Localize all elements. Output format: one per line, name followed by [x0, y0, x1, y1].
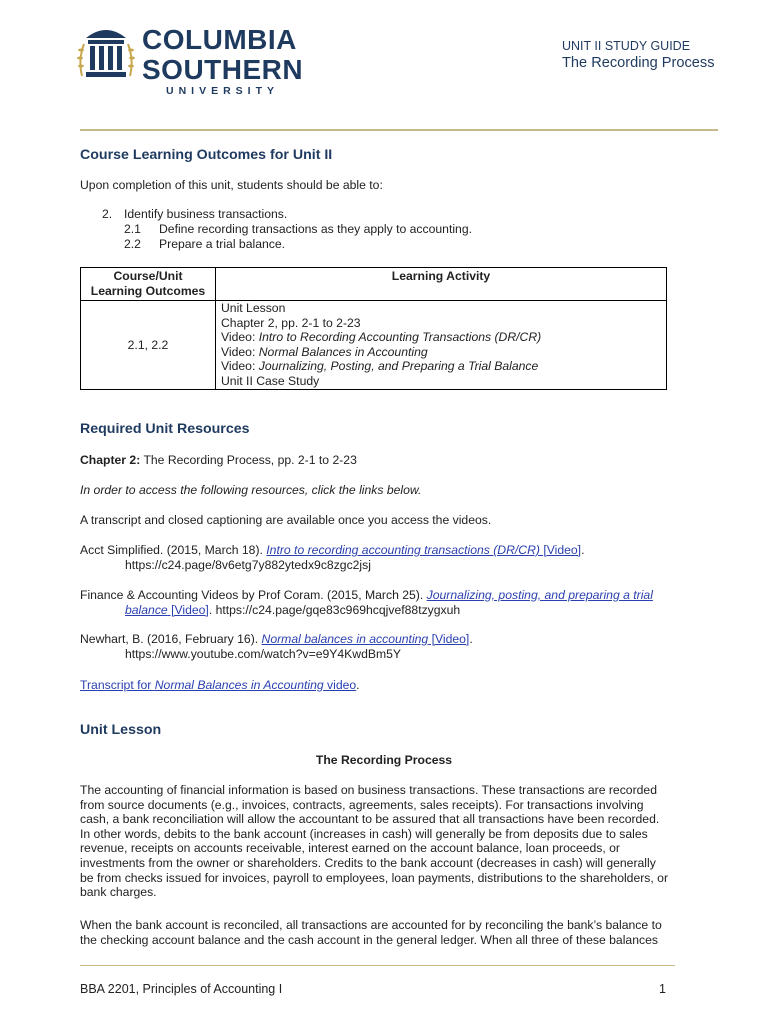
reference-3: Newhart, B. (2016, February 16). Normal balances in accounting [Video]. https://www.youtube.com/watch?v=e9Y4KwdBm5Y — [80, 632, 473, 661]
outcome-num: 2. — [102, 207, 113, 221]
table-row — [81, 301, 667, 390]
logo-columbia: COLUMBIA — [142, 24, 297, 55]
logo-southern: SOUTHERN — [142, 54, 304, 85]
ref2-video-link-cont[interactable]: balance [Video] — [125, 602, 209, 617]
table-header-row — [81, 268, 667, 301]
table-header-activity: Learning Activity — [216, 268, 667, 301]
ref3-video-link[interactable]: Normal balances in accounting [Video] — [261, 632, 470, 646]
outcome-text: Prepare a trial balance. — [159, 237, 286, 251]
access-note: In order to access the following resources, click the links below. — [80, 483, 422, 497]
outcome-text: Identify business transactions. — [124, 207, 288, 221]
lesson-paragraph-2: When the bank account is reconciled, all transactions are accounted for by reconciling the bank’s balance to the checking account balance and the cash account in the general ledger. When all three of these balances — [80, 918, 662, 947]
outcome-text: Define recording transactions as they apply to accounting. — [159, 222, 472, 236]
transcript-link-line: Transcript for Normal Balances in Accounting video. — [80, 678, 360, 692]
chapter-line: Chapter 2: The Recording Process, pp. 2-1 to 2-23 — [80, 453, 357, 467]
ref1-video-link[interactable]: Intro to recording accounting transactions (DR/CR) [Video] — [266, 543, 582, 557]
study-guide-title: The Recording Process — [562, 55, 715, 71]
reference-2: Finance & Accounting Videos by Prof Coram. (2015, March 25). Journalizing, posting, and preparing a trial balance [Video]. https://c24.page/gqe83c969hcqjvef88tzygxuh — [80, 588, 653, 617]
outcome-num: 2.1 — [124, 222, 141, 236]
table-cell-outcome: 2.1, 2.2 — [81, 301, 216, 390]
table-header-outcomes: Course/Unit Learning Outcomes — [81, 268, 216, 301]
outcome-num: 2.2 — [124, 237, 141, 251]
column-building-icon — [76, 20, 136, 84]
outcomes-heading: Course Learning Outcomes for Unit II — [80, 147, 333, 163]
lesson-paragraph-1: The accounting of financial information is based on business transactions. These transactions are recorded from source documents (e.g., invoices, contracts, agreements, sales receipts). For transactions involving cash, a bank reconciliation will allow the accountant to be assured that all transactions have been recorded. In other words, debits to the bank account (increases in cash) will generally be from deposits due to sales revenue, receipts on accounts receivable, interest earned on the account balance, loan proceeds, or investments from the owner or shareholders. Credits to the bank account (decreases in cash) will generally be from checks issued for invoices, payroll to employees, loan payments, distributions to the shareholders, or bank charges. — [80, 783, 668, 900]
outcomes-list — [80, 207, 472, 252]
outcomes-intro: Upon completion of this unit, students should be able to: — [80, 178, 383, 192]
transcript-link[interactable]: Transcript for Normal Balances in Accounting video — [80, 678, 357, 692]
outcome-item — [80, 237, 472, 252]
logo-university: UNIVERSITY — [166, 85, 280, 97]
footer-page-number: 1 — [659, 982, 666, 996]
outcome-item — [80, 222, 472, 237]
ref2-url: . https://c24.page/gqe83c969hcqjvef88tzygxuh — [208, 602, 461, 617]
lesson-subheading: The Recording Process — [315, 753, 453, 767]
outcome-item — [80, 207, 472, 222]
header-divider — [80, 129, 718, 131]
reference-1: Acct Simplified. (2015, March 18). Intro to recording accounting transactions (DR/CR) [Video]. https://c24.page/8v6etg7y882ytedx9c8zgc2jsj — [80, 543, 585, 572]
study-guide-label: UNIT II STUDY GUIDE — [562, 39, 691, 53]
university-logo — [76, 18, 316, 100]
learning-outcomes-table — [80, 267, 667, 390]
ref3-url: https://www.youtube.com/watch?v=e9Y4KwdBm5Y — [125, 646, 402, 661]
table-cell-activity: Unit Lesson Chapter 2, pp. 2-1 to 2-23 Video: Intro to Recording Accounting Transactions (DR/CR) Video: Normal Balances in Accounting Video: Journalizing, Posting, and Preparing a Trial Balance Unit II Case Study — [216, 301, 667, 390]
ref2-video-link[interactable]: Journalizing, posting, and preparing a trial — [426, 588, 653, 602]
footer-divider — [80, 965, 675, 966]
transcript-note: A transcript and closed captioning are available once you access the videos. — [80, 513, 492, 527]
resources-heading: Required Unit Resources — [80, 421, 250, 437]
lesson-heading: Unit Lesson — [80, 722, 162, 738]
footer-course: BBA 2201, Principles of Accounting I — [80, 982, 283, 996]
ref1-url: https://c24.page/8v6etg7y882ytedx9c8zgc2jsj — [125, 557, 371, 572]
